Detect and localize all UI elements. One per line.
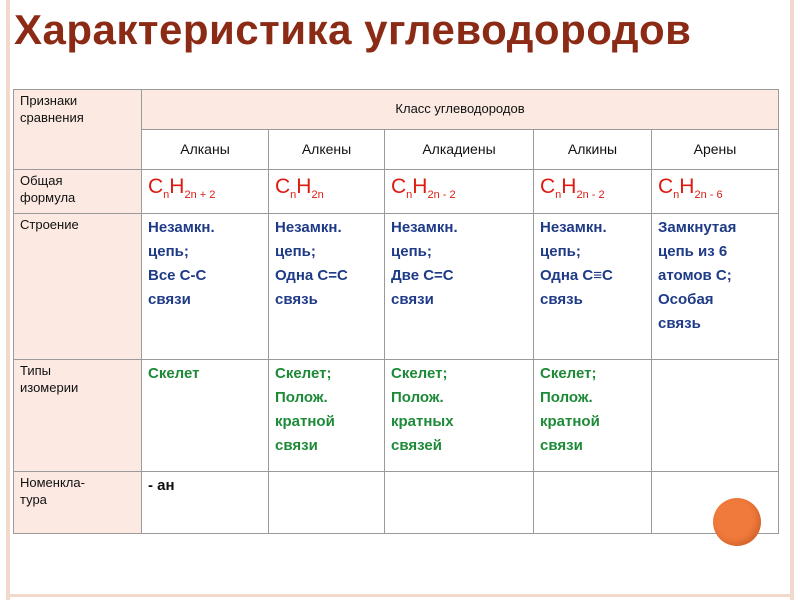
isomerism-cell-alkadienes xyxy=(385,360,534,472)
formula-row-label-cell xyxy=(14,170,142,214)
column-header-alkadienes: Алкадиены xyxy=(385,130,534,170)
formula-c: C xyxy=(658,175,674,198)
structure-cell-alkenes xyxy=(269,214,385,360)
structure-cell-arenes xyxy=(652,214,779,360)
structure-cell-alkynes xyxy=(534,214,652,360)
formula-cell-alkanes xyxy=(142,170,269,214)
formula-cell-alkadienes xyxy=(385,170,534,214)
orange-circle-decoration xyxy=(713,498,761,546)
formula-h-sub: 2n + 2 xyxy=(184,189,216,201)
isomerism-text: Скелет; Полож. кратной связи xyxy=(275,365,335,454)
column-header-alkenes: Алкены xyxy=(269,130,385,170)
formula-h-sub: 2n - 2 xyxy=(427,189,456,201)
isomerism-cell-alkenes xyxy=(269,360,385,472)
formula-row-label: Общая формула xyxy=(20,173,76,205)
isomerism-cell-arenes xyxy=(652,360,779,472)
isomerism-row-label-cell xyxy=(14,360,142,472)
nomenclature-row-label: Номенкла- тура xyxy=(20,475,85,507)
structure-text: Незамкн. цепь; Одна С≡С связь xyxy=(540,219,613,308)
isomerism-cell-alkanes xyxy=(142,360,269,472)
structure-row xyxy=(14,214,779,360)
formula-h: H xyxy=(679,175,695,198)
formula-cell-alkenes xyxy=(269,170,385,214)
isomerism-row xyxy=(14,360,779,472)
column-header-arenes: Арены xyxy=(652,130,779,170)
formula-c: C xyxy=(148,175,164,198)
formula-c: C xyxy=(540,175,556,198)
formula-h: H xyxy=(561,175,577,198)
formula-cell-alkynes xyxy=(534,170,652,214)
isomerism-text: Скелет; Полож. кратной связи xyxy=(540,365,600,454)
formula-c: C xyxy=(275,175,291,198)
isomerism-text: Скелет xyxy=(148,365,200,382)
slide-frame-bottom xyxy=(6,594,794,597)
nomenclature-row xyxy=(14,472,779,534)
corner-label: Признаки сравнения xyxy=(20,93,84,125)
nomenclature-cell-alkadienes xyxy=(385,472,534,534)
class-header-row xyxy=(14,90,779,130)
structure-text: Незамкн. цепь; Две С=С связи xyxy=(391,219,458,308)
isomerism-cell-alkynes xyxy=(534,360,652,472)
formula-c-sub: n xyxy=(290,189,297,201)
formula-h: H xyxy=(412,175,428,198)
structure-text: Незамкн. цепь; Все С-С связи xyxy=(148,219,215,308)
formula-h: H xyxy=(169,175,185,198)
nomenclature-text: - ан xyxy=(148,477,175,494)
formula-c-sub: n xyxy=(406,189,413,201)
structure-cell-alkanes xyxy=(142,214,269,360)
formula-c-sub: n xyxy=(673,189,680,201)
formula-row xyxy=(14,170,779,214)
structure-cell-alkadienes xyxy=(385,214,534,360)
isomerism-row-label: Типы изомерии xyxy=(20,363,79,395)
structure-text: Незамкн. цепь; Одна С=С связь xyxy=(275,219,348,308)
nomenclature-cell-alkynes xyxy=(534,472,652,534)
structure-text: Замкнутая цепь из 6 атомов С; Особая связь xyxy=(658,219,737,332)
formula-h-sub: 2n - 2 xyxy=(576,189,605,201)
formula-h-sub: 2n - 6 xyxy=(694,189,723,201)
formula-c: C xyxy=(391,175,407,198)
nomenclature-cell-alkenes xyxy=(269,472,385,534)
slide-frame-right xyxy=(790,0,794,600)
nomenclature-row-label-cell xyxy=(14,472,142,534)
corner-label-cell xyxy=(14,90,142,170)
slide-frame-left xyxy=(6,0,10,600)
formula-h-sub: 2n xyxy=(311,189,324,201)
formula-c-sub: n xyxy=(163,189,170,201)
class-header: Класс углеводородов xyxy=(142,90,779,130)
column-header-alkanes: Алканы xyxy=(142,130,269,170)
formula-cell-arenes xyxy=(652,170,779,214)
isomerism-text: Скелет; Полож. кратных связей xyxy=(391,365,454,454)
formula-c-sub: n xyxy=(555,189,562,201)
slide-title: Характеристика углеводородов xyxy=(14,6,692,53)
hydrocarbons-table xyxy=(13,89,779,534)
structure-row-label: Строение xyxy=(20,217,79,232)
structure-row-label-cell xyxy=(14,214,142,360)
column-header-alkynes: Алкины xyxy=(534,130,652,170)
nomenclature-cell-alkanes xyxy=(142,472,269,534)
formula-h: H xyxy=(296,175,312,198)
